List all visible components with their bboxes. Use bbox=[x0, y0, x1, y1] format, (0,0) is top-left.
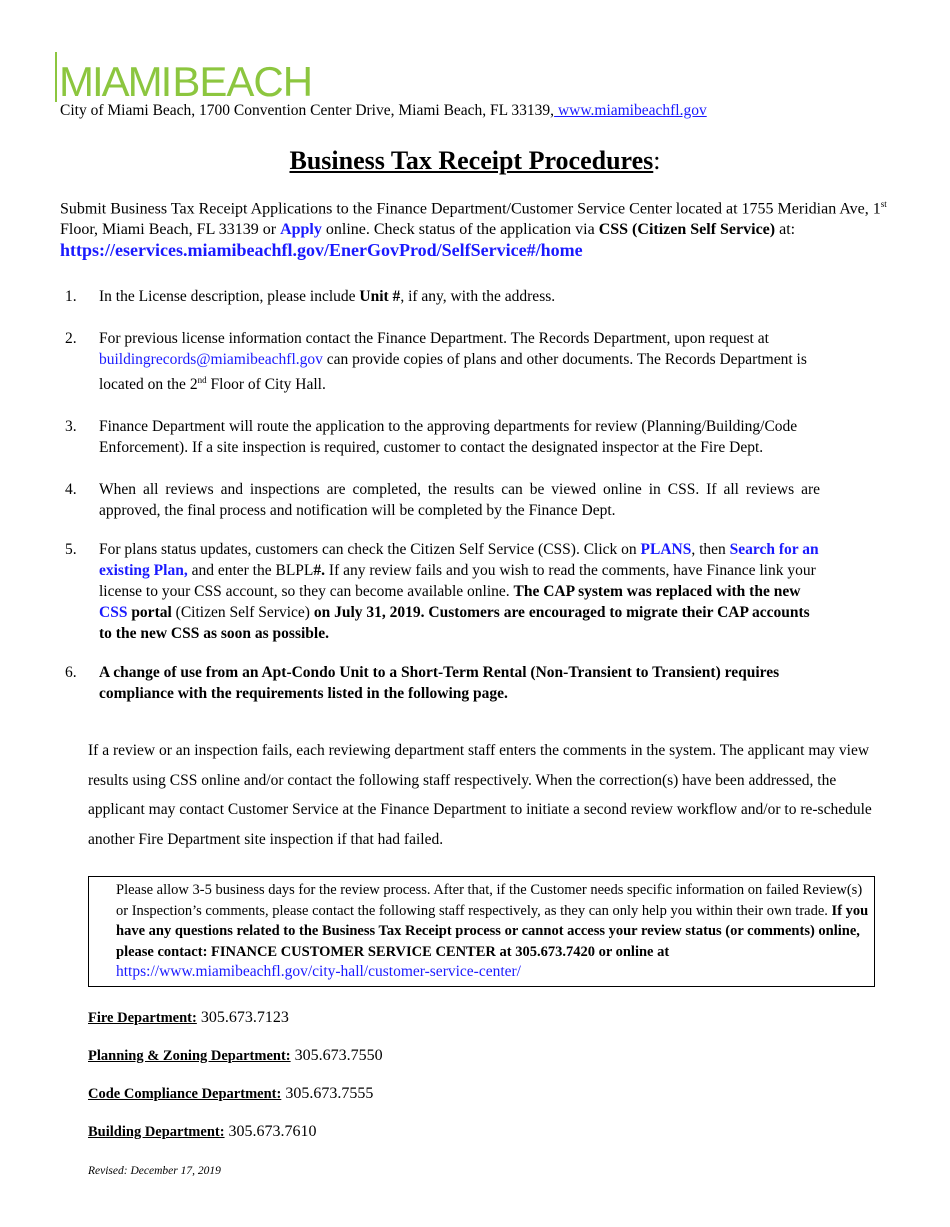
css-label: CSS (Citizen Self Service) bbox=[598, 221, 776, 239]
apply-link[interactable]: Apply bbox=[280, 221, 322, 239]
notice-text: Please allow 3-5 business days for the review process. After that, if the Customer needs specific information on failed Review(s) or Inspection’s comments, please contact the following staff respectively, as they can only help you within their own trade. bbox=[116, 882, 863, 919]
intro-paragraph bbox=[60, 194, 910, 262]
procedure-list bbox=[60, 286, 820, 704]
list-text: , if any, with the address. bbox=[400, 288, 556, 305]
intro-sup: st bbox=[880, 199, 887, 209]
list-number: 4. bbox=[65, 481, 77, 499]
list-item bbox=[60, 286, 820, 307]
css-home-link[interactable]: https://eservices.miamibeachfl.gov/EnerGovProd/SelfService#/home bbox=[60, 240, 583, 261]
plans-link[interactable]: PLANS bbox=[640, 541, 692, 559]
logo-miami: MIAMI bbox=[59, 58, 171, 105]
dept-phone: 305.673.7550 bbox=[290, 1047, 383, 1064]
logo-text bbox=[59, 58, 313, 105]
list-number: 3. bbox=[65, 418, 77, 436]
list-text-bold: The CAP system was replaced with the new bbox=[513, 583, 801, 601]
unit-label: Unit # bbox=[359, 288, 401, 305]
title-colon: : bbox=[653, 146, 661, 175]
dept-fire bbox=[88, 1009, 289, 1027]
dept-label: Code Compliance Department: bbox=[88, 1086, 282, 1102]
review-paragraph: If a review or an inspection fails, each reviewing department staff enters the comments in the system. The applicant may view results using CSS online and/or contact the following staff respectively. When the correction(s) have been addressed, the applicant may contact Customer Service at the Finance Department to initiate a second review workflow and/or to re-schedule another Fire Department site inspection if that had failed. bbox=[88, 742, 872, 848]
list-number: 6. bbox=[65, 664, 77, 682]
intro-text-2: Floor, Miami Beach, FL 33139 or bbox=[60, 221, 281, 239]
city-address bbox=[60, 102, 707, 120]
intro-text-3: online. Check status of the application via bbox=[321, 221, 599, 239]
logo-bar bbox=[55, 52, 57, 102]
dept-label: Fire Department: bbox=[88, 1010, 197, 1026]
list-text: Finance Department will route the application to the approving departments for review (Planning/Building/Code Enforcement). If a site inspection is required, customer to contact the designated inspector at the Fire Dept. bbox=[99, 418, 798, 457]
list-text-bold: #. bbox=[313, 562, 326, 580]
logo-beach: BEACH bbox=[172, 58, 313, 105]
dept-label: Planning & Zoning Department: bbox=[88, 1048, 291, 1064]
list-text: Floor of City Hall. bbox=[206, 376, 326, 394]
dept-phone: 305.673.7610 bbox=[224, 1123, 317, 1140]
list-text-bold: A change of use from an Apt-Condo Unit to a Short-Term Rental (Non-Transient to Transient) requires compliance with the requirements listed in the following page. bbox=[99, 664, 780, 703]
list-text: and enter the BLPL bbox=[187, 562, 314, 580]
miami-beach-logo bbox=[55, 54, 313, 105]
page-title bbox=[0, 146, 950, 176]
list-number: 5. bbox=[65, 541, 77, 559]
notice-contact: If you have any questions related to the Business Tax Receipt process or cannot access your review status (or comments) online, please contact: FINANCE CUSTOMER SERVICE CENTER at 305.673.7420 or online at bbox=[116, 902, 869, 960]
list-sup: nd bbox=[197, 375, 207, 385]
list-item bbox=[60, 479, 820, 521]
search-plan-link[interactable]: Search for an existing Plan, bbox=[99, 541, 819, 580]
list-text: , then bbox=[691, 541, 730, 559]
revised-date: Revised: December 17, 2019 bbox=[88, 1165, 221, 1177]
title-text: Business Tax Receipt Procedures bbox=[289, 146, 654, 175]
customer-service-link[interactable]: https://www.miamibeachfl.gov/city-hall/customer-service-center/ bbox=[116, 963, 521, 980]
list-text: When all reviews and inspections are completed, the results can be viewed online in CSS. If all reviews are approved, the final process and notification will be completed by the Finance Dept. bbox=[99, 481, 820, 520]
list-text: can provide copies of plans and other documents. The Records Department is located on the 2 bbox=[99, 351, 807, 394]
list-text: In the License description, please include bbox=[99, 288, 360, 305]
list-text: If any review fails and you wish to read the comments, have Finance link your license to your CSS account, so they can become available online. bbox=[99, 562, 816, 601]
css-portal-link[interactable]: CSS bbox=[99, 604, 128, 622]
list-number: 2. bbox=[65, 330, 77, 347]
list-text-bold: on July 31, 2019. Customers are encouraged to migrate their CAP accounts to the new CSS as soon as possible. bbox=[99, 604, 810, 643]
address-text: City of Miami Beach, 1700 Convention Center Drive, Miami Beach, FL 33139, bbox=[60, 102, 555, 119]
list-number: 1. bbox=[65, 288, 77, 305]
notice-box bbox=[88, 876, 875, 987]
website-link[interactable]: www.miamibeachfl.gov bbox=[554, 102, 707, 119]
dept-label: Building Department: bbox=[88, 1124, 225, 1140]
list-text: For plans status updates, customers can check the Citizen Self Service (CSS). Click on bbox=[99, 541, 641, 559]
list-text: For previous license information contact the Finance Department. The Records Department, upon request at bbox=[99, 330, 769, 347]
dept-building bbox=[88, 1123, 317, 1141]
list-item bbox=[60, 328, 820, 395]
intro-text-1: Submit Business Tax Receipt Applications to the Finance Department/Customer Service Center located at 1755 Meridian Ave, 1 bbox=[60, 200, 881, 218]
dept-phone: 305.673.7555 bbox=[281, 1085, 374, 1102]
list-item bbox=[60, 662, 820, 704]
list-item bbox=[60, 416, 820, 458]
records-email-link[interactable]: buildingrecords@miamibeachfl.gov bbox=[99, 351, 323, 368]
intro-text-4: at: bbox=[775, 221, 796, 239]
dept-planning bbox=[88, 1047, 383, 1065]
list-item bbox=[60, 539, 820, 644]
dept-phone: 305.673.7123 bbox=[196, 1009, 289, 1026]
list-text-bold: portal bbox=[127, 604, 172, 622]
list-text: (Citizen Self Service) bbox=[171, 604, 314, 622]
dept-code-compliance bbox=[88, 1085, 373, 1103]
